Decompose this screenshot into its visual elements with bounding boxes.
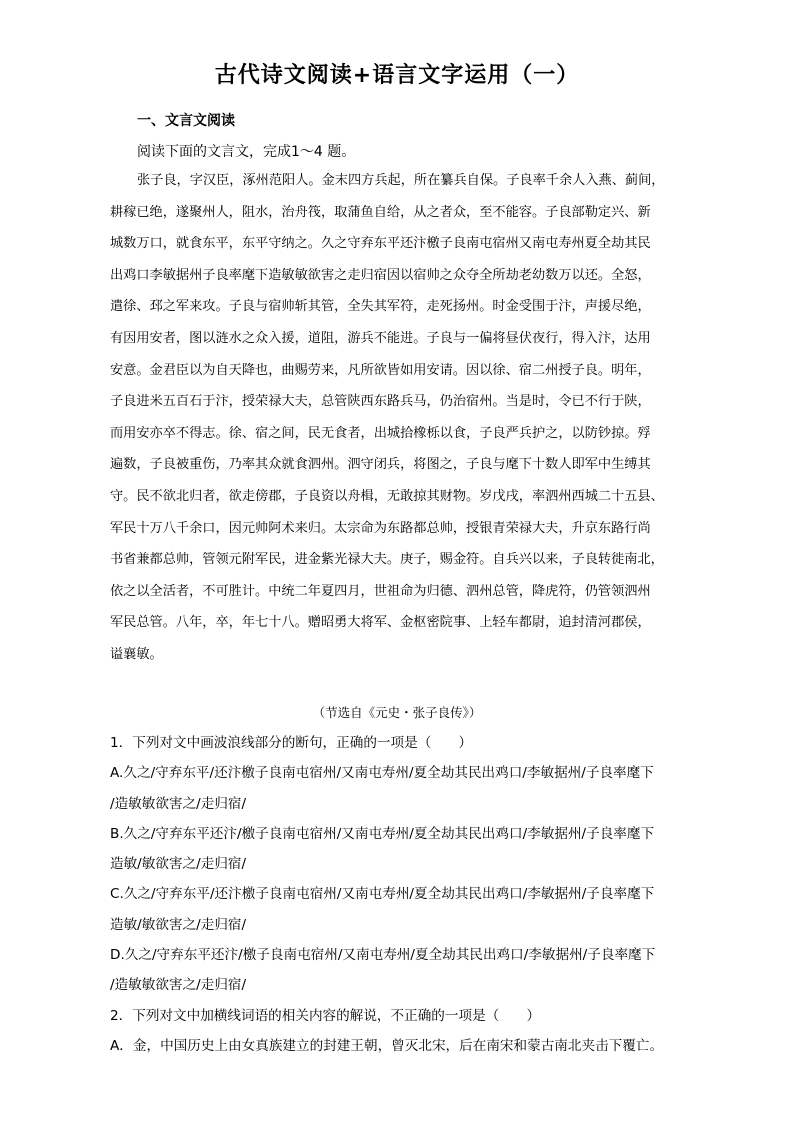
question-option: 造敏/敏欲害之/走归宿/ [110, 916, 247, 933]
question-option: A.久之/守弃东平/还汴檄子良南屯宿州/又南屯寿州/夏全劫其民出鸡口/李敏据州/子良率麾下 [110, 765, 654, 782]
passage-line: 出鸡口李敏据州子良率麾下造敏敏欲害之走归宿因以宿帅之众夺全所劫老幼数万以还。全怒， [110, 267, 651, 283]
question-option: A．金，中国历史上由女真族建立的封建王朝，曾灭北宋，后在南宋和蒙古南北夹击下覆亡。 [110, 1037, 664, 1054]
question-stem: 2．下列对文中加横线词语的相关内容的解说，不正确的一项是（ ） [110, 1007, 541, 1024]
question-option: C.久之/守弃东平/还汴檄子良南屯宿州/又南屯寿州/夏全劫其民出鸡口/李敏据州/子良率麾下 [110, 886, 655, 903]
question-option: D.久之/守弃东平还汴/檄子良南屯宿州/又南屯寿州/夏全劫其民出鸡口/李敏据州/子良率麾下 [110, 947, 656, 964]
passage-line: 子良进米五百石于汴，授荣禄大夫，总管陕西东路兵马，仍治宿州。当是时，令已不行于陕， [110, 394, 651, 410]
question-option: /造敏敏欲害之/走归宿/ [110, 977, 247, 994]
instruction-text: 阅读下面的文言文，完成1～4 题。 [137, 144, 356, 160]
question-option: /造敏敏欲害之/走归宿/ [110, 795, 247, 812]
question-stem: 1．下列对文中画波浪线部分的断句，正确的一项是（ ） [110, 735, 473, 751]
passage-line: 而用安亦卒不得志。徐、宿之间，民无食者，出城拾橡栎以食，子良严兵护之，以防钞掠。殍 [110, 425, 651, 441]
passage-line: 军民总管。八年，卒，年七十八。赠昭勇大将军、金枢密院事、上轻车都尉，追封清河郡侯， [110, 615, 651, 631]
passage-line: 守。民不欲北归者，欲走傍郡，子良资以舟楫，无敢掠其财物。岁戊戌，率泗州西城二十五县、 [110, 488, 664, 504]
question-option: B.久之/守弃东平还汴/檄子良南屯宿州/又南屯寿州/夏全劫其民出鸡口/李敏据州/子良率麾下 [110, 825, 655, 842]
question-option: 造敏/敏欲害之/走归宿/ [110, 856, 247, 873]
passage-line: 军民十万八千余口，因元帅阿术来归。太宗命为东路都总帅，授银青荣禄大夫，升京东路行尚 [110, 520, 651, 536]
section-heading: 一、文言文阅读 [137, 113, 235, 129]
passage-line: 遣徐、邳之军来攻。子良与宿帅斩其管，全失其军符，走死扬州。时金受围于汴，声援尽绝， [110, 299, 651, 315]
passage-line: 安意。金君臣以为自天降也，曲赐劳来，凡所欲皆如用安请。因以徐、宿二州授子良。明年， [110, 362, 651, 378]
passage-line: 耕稼已绝，遂聚州人，阻水，治舟筏，取蒲鱼自给，从之者众，至不能容。子良部勒定兴、新 [110, 204, 651, 220]
passage-line: 书省兼都总帅，管领元附军民，进金紫光禄大夫。庚子，赐金符。自兵兴以来，子良转徙南北， [110, 552, 664, 568]
classical-passage [110, 171, 686, 677]
passage-line: 依之以全活者，不可胜计。中统二年夏四月，世祖命为归德、泗州总管，降虎符，仍管领泗州 [110, 583, 651, 599]
page-title: 古代诗文阅读+语言文字运用（一） [214, 63, 580, 88]
passage-line: 谥襄敏。 [110, 646, 163, 662]
question-block [110, 733, 700, 1066]
passage-line: 遍数，子良被重伤，乃率其众就食泗州。泗守闭兵，将图之，子良与麾下十数人即军中生缚其 [110, 457, 651, 473]
passage-line: 张子良，字汉臣，涿州范阳人。金末四方兵起，所在纂兵自保。子良率千余人入燕、蓟间， [137, 173, 665, 188]
passage-line: 有因用安者，图以涟水之众入援，道阻，游兵不能进。子良与一偏将昼伏夜行，得入汴，达用 [110, 330, 651, 346]
source-citation: （节选自《元史・张子良传》） [312, 705, 482, 720]
passage-line: 城数万口，就食东平，东平守纳之。久之守弃东平还汴檄子良南屯宿州又南屯寿州夏全劫其民 [110, 236, 651, 252]
